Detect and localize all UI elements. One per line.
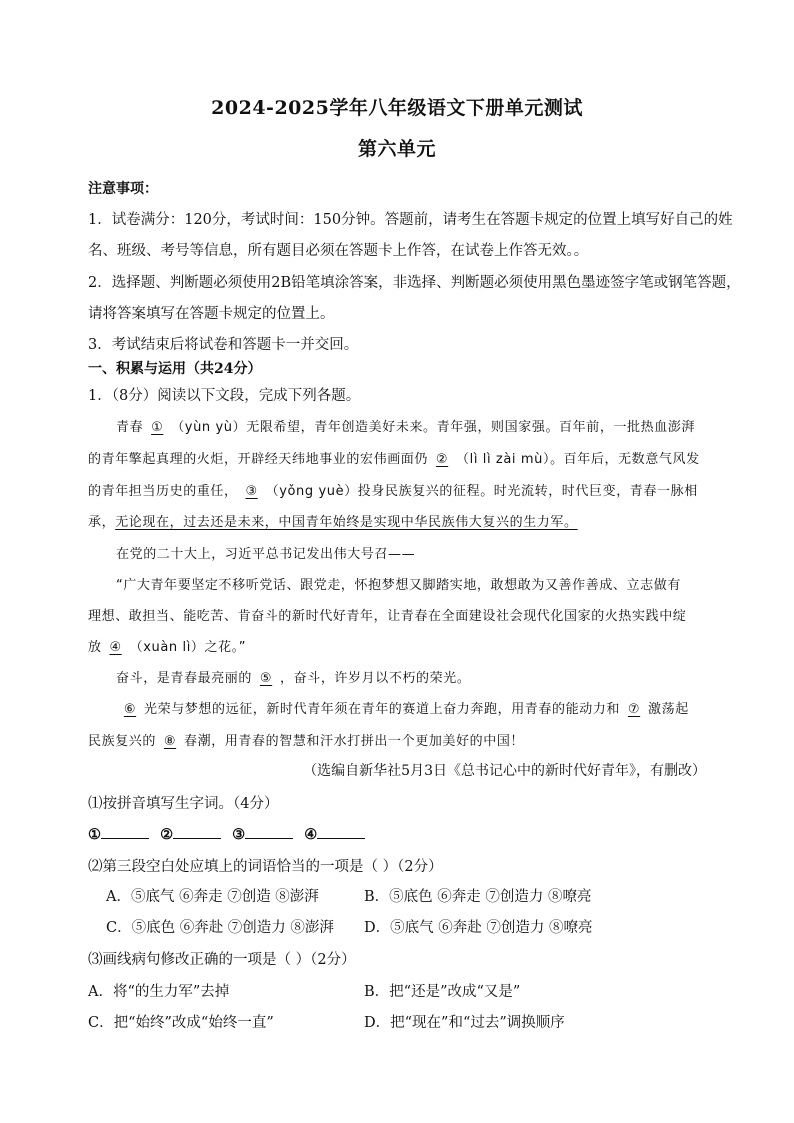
blank-2: ②: [435, 452, 449, 467]
answer-blank: [101, 824, 149, 839]
answer-blank: [317, 824, 365, 839]
notice-heading: 注意事项：: [88, 181, 158, 197]
notice-item: 3．考试结束后将试卷和答题卡一并交回。: [88, 337, 359, 353]
subquestion-2-stem: ⑵第三段空白处应填上的词语恰当的一项是（ ）（2分）: [88, 859, 443, 875]
option-b: B．⑤底色 ⑥奔走 ⑦创造力 ⑧嘹亮: [364, 889, 592, 905]
subquestion-1-stem: ⑴按拼音填写生字词。（4分）: [88, 796, 279, 812]
option-c: C．把“始终”改成“始终一直”: [88, 1015, 274, 1031]
passage-line: 的青年担当历史的重任， ③ （yǒng yuè）投身民族复兴的征程。时光流转，时代巨变，青春一脉相: [88, 484, 698, 499]
passage-line: 在党的二十大上，习近平总书记发出伟大号召——: [116, 547, 416, 562]
option-c: C．⑤底色 ⑥奔赴 ⑦创造力 ⑧澎湃: [106, 920, 334, 936]
notice-item: 名、班级、考号等信息，所有题目必须在答题卡上作答，在试卷上作答无效。。: [88, 243, 589, 259]
underlined-sentence: 无论现在，过去还是未来，中国青年始终是实现中华民族伟大复兴的生力军。: [115, 515, 578, 530]
question-intro: 1．（8分）阅读以下文段，完成下列各题。: [88, 388, 361, 404]
exam-title: 2024-2025学年八年级语文下册单元测试: [211, 97, 583, 119]
blank-4: ④: [109, 640, 122, 655]
blank-5: ⑤: [259, 671, 273, 686]
blank-3: ③: [245, 484, 258, 499]
blank-6: ⑥: [123, 702, 137, 717]
passage-line: 放 ④ （xuàn lì）之花。”: [88, 640, 247, 655]
passage-line: 理想、敢担当、能吃苦、肯奋斗的新时代好青年，让青春在全面建设社会现代化国家的火热实践中绽: [88, 609, 687, 624]
passage-line: 民族复兴的 ⑧ 春潮，用青春的智慧和汗水打拼出一个更加美好的中国！: [88, 734, 525, 749]
subquestion-3-stem: ⑶画线病句修改正确的一项是（ ）（2分）: [88, 952, 356, 968]
unit-subtitle: 第六单元: [357, 138, 436, 160]
passage-line: 青春 ① （yùn yù）无限希望，青年创造美好未来。青年强，则国家强。百年前，一批热血澎湃: [116, 420, 696, 435]
notice-item: 2．选择题、判断题必须使用2B铅笔填涂答案，非选择、判断题必须使用黑色墨迹签字笔或钢笔答题，: [88, 275, 741, 291]
passage-source: （选编自新华社5月3日《总书记心中的新时代好青年》，有删改）: [303, 763, 706, 779]
option-d: D．⑤底气 ⑥奔赴 ⑦创造力 ⑧嘹亮: [364, 920, 593, 936]
answer-blank: [245, 824, 293, 839]
option-b: B．把“还是”改成“又是”: [364, 984, 521, 1000]
blank-8: ⑧: [163, 734, 177, 749]
notice-item: 1．试卷满分：120分，考试时间：150分钟。答题前，请考生在答题卡规定的位置上填写好自己的姓: [88, 212, 733, 228]
answer-blank: [173, 824, 221, 839]
answer-blanks: ① ② ③ ④: [88, 824, 371, 843]
option-a: A．⑤底气 ⑥奔走 ⑦创造 ⑧澎湃: [106, 889, 319, 905]
option-d: D．把“现在”和“过去”调换顺序: [364, 1015, 565, 1031]
passage-line: 的青年擎起真理的火炬，开辟经天纬地事业的宏伟画面仍 ② （lì lì zài mù）。百年后，无数意气风发: [88, 452, 700, 467]
option-a: A．将“的生力军”去掉: [88, 984, 230, 1000]
passage-line: “广大青年要坚定不移听党话、跟党走，怀抱梦想又脚踏实地，敢想敢为又善作善成、立志做有: [116, 578, 681, 593]
passage-line: 奋斗，是青春最亮丽的 ⑤ ，奋斗，许岁月以不朽的荣光。: [116, 671, 471, 686]
blank-7: ⑦: [627, 702, 641, 717]
notice-item: 请将答案填写在答题卡规定的位置上。: [88, 306, 335, 322]
passage-line: 承，无论现在，过去还是未来，中国青年始终是实现中华民族伟大复兴的生力军。: [88, 515, 578, 530]
section-heading: 一、积累与运用（共24分）: [88, 361, 262, 377]
blank-1: ①: [151, 420, 164, 435]
passage-line: ⑥ 光荣与梦想的远征，新时代青年须在青年的赛道上奋力奔跑，用青春的能动力和 ⑦ 激荡起: [116, 698, 689, 717]
